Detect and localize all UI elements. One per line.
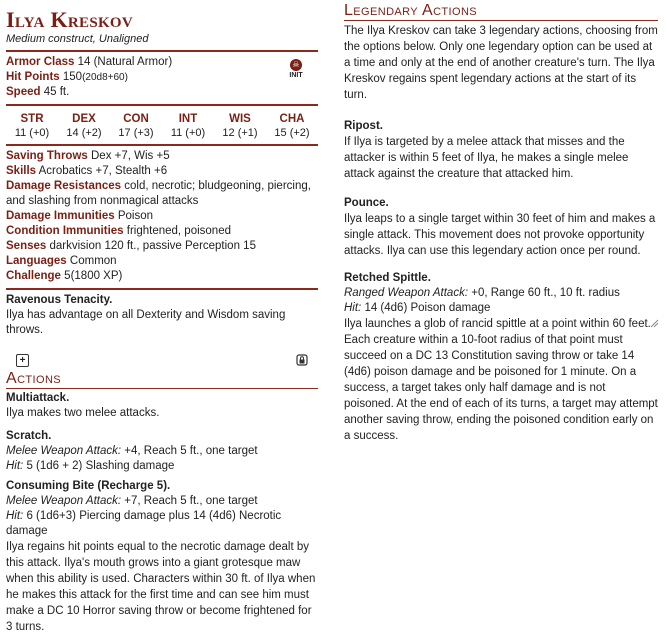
add-button[interactable]: [16, 354, 29, 367]
legendary-actions-heading: Legendary Actions: [344, 2, 658, 21]
scratch-hit-label: Hit:: [6, 460, 24, 472]
pounce-title: Pounce.: [344, 197, 389, 209]
ability-dex: [58, 112, 110, 140]
bite-text: Ilya regains hit points equal to the necrotic damage dealt by this attack. Ilya's mouth grows into a giant grotesque maw when this ability is used. Characters within 30 ft. of Ilya when he makes this attack for the first time and can see him must make a DC 10 Horror saving throw or become frightened for 3 turns.: [6, 541, 316, 633]
multiattack-text: Ilya makes two melee attacks.: [6, 407, 160, 419]
bite-hit-label: Hit:: [6, 510, 24, 522]
monster-name: Ilya Kreskov: [6, 7, 134, 32]
ability-name: WIS: [229, 113, 251, 125]
scratch-attack-line: [6, 444, 318, 459]
damage-resistances-label: Damage Resistances: [6, 180, 122, 192]
spittle-hit-line: [344, 301, 658, 316]
saving-throws-row: [6, 149, 318, 164]
spittle-attack-type: Ranged Weapon Attack:: [344, 287, 469, 299]
ability-name: CHA: [279, 113, 305, 125]
lock-button[interactable]: [296, 354, 308, 371]
damage-resistances-row: [6, 179, 318, 209]
armor-class-value: 14 (Natural Armor): [77, 56, 173, 68]
multiattack-title: Multiattack.: [6, 392, 70, 404]
divider: [6, 50, 318, 52]
ability-value: 14 (+2): [66, 127, 102, 139]
scratch-hit-detail: 5 (1d6 + 2) Slashing damage: [23, 460, 175, 472]
challenge-value: 5(1800 XP): [64, 270, 123, 282]
divider: [6, 104, 318, 106]
bite-title: Consuming Bite (Recharge 5).: [6, 480, 171, 492]
ability-value: 11 (+0): [14, 127, 50, 139]
spittle-hit-detail: 14 (4d6) Poison damage: [361, 302, 491, 314]
scratch-hit-line: [6, 459, 318, 474]
languages-row: [6, 254, 318, 269]
initiative-icon: ☠: [290, 59, 302, 71]
bite-attack-line: [6, 494, 318, 509]
condition-immunities-row: [6, 224, 318, 239]
damage-immunities-label: Damage Immunities: [6, 210, 115, 222]
ripost-text: If Ilya is targeted by a melee attack that misses and the attacker is within 5 feet of Ilya, he makes a single melee attack against the creature that attacked him.: [344, 136, 629, 180]
skills-value: Acrobatics +7, Stealth +6: [38, 165, 168, 177]
speed-row: [6, 85, 318, 100]
speed-label: Speed: [6, 86, 41, 98]
spittle-hit-label: Hit:: [344, 302, 362, 314]
trait-title: Ravenous Tenacity.: [6, 294, 113, 306]
monster-type-line: Medium construct, Unaligned: [6, 33, 149, 45]
scratch-attack-type: Melee Weapon Attack:: [6, 445, 122, 457]
languages-value: Common: [69, 255, 117, 267]
hit-points-value: 150: [62, 71, 83, 83]
initiative-label: INIT: [289, 72, 303, 79]
condition-immunities-value: frightened, poisoned: [126, 225, 231, 237]
actions-heading: Actions: [6, 370, 318, 389]
statblock-left-column: [6, 8, 318, 635]
ability-name: DEX: [72, 113, 96, 125]
armor-class-label: Armor Class: [6, 56, 75, 68]
hit-points-row: [6, 70, 318, 85]
damage-immunities-value: Poison: [117, 210, 154, 222]
bite-hit-detail: 6 (1d6+3) Piercing damage plus 14 (4d6) Necrotic damage: [6, 510, 282, 537]
speed-value: 45 ft.: [43, 86, 70, 98]
damage-immunities-row: [6, 209, 318, 224]
divider: [6, 144, 318, 146]
ability-value: 15 (+2): [274, 127, 310, 139]
ability-value: 17 (+3): [118, 127, 154, 139]
ability-cha: [266, 112, 318, 140]
divider: [6, 288, 318, 290]
condition-immunities-label: Condition Immunities: [6, 225, 124, 237]
spittle-attack-detail: +0, Range 60 ft., 10 ft. radius: [468, 287, 620, 299]
ability-value: 11 (+0): [170, 127, 206, 139]
hit-points-label: Hit Points: [6, 71, 60, 83]
skills-row: [6, 164, 318, 179]
hit-points-formula: (20d8+60): [82, 72, 128, 83]
ability-scores: [6, 112, 318, 140]
ability-value: 12 (+1): [222, 127, 258, 139]
ability-name: CON: [123, 113, 149, 125]
spittle-title: Retched Spittle.: [344, 272, 431, 284]
skills-label: Skills: [6, 165, 37, 177]
scratch-attack-detail: +4, Reach 5 ft., one target: [121, 445, 258, 457]
ability-con: [110, 112, 162, 140]
bite-attack-type: Melee Weapon Attack:: [6, 495, 122, 507]
scratch-title: Scratch.: [6, 430, 52, 442]
pounce-text: Ilya leaps to a single target within 30 feet of him and makes a single attack. This movement does not provoke opportunity attacks. Ilya can use this legendary action once per round.: [344, 213, 656, 257]
spittle-attack-line: [344, 286, 658, 301]
bite-hit-line: [6, 509, 318, 539]
bite-attack-detail: +7, Reach 5 ft., one target: [121, 495, 258, 507]
ripost-title: Ripost.: [344, 120, 383, 132]
senses-value: darkvision 120 ft., passive Perception 15: [49, 240, 256, 252]
ability-wis: [214, 112, 266, 140]
ability-int: [162, 112, 214, 140]
damage-resistances-value: cold, necrotic; bludgeoning, piercing, and slashing from nonmagical attacks: [6, 180, 311, 207]
saving-throws-label: Saving Throws: [6, 150, 88, 162]
statblock-right-column: [344, 2, 658, 444]
saving-throws-value: Dex +7, Wis +5: [91, 150, 170, 162]
lock-icon: [296, 354, 308, 366]
trait-text: Ilya has advantage on all Dexterity and Wisdom saving throws.: [6, 309, 286, 336]
senses-row: [6, 239, 318, 254]
challenge-row: [6, 269, 318, 284]
action-button-row: [6, 352, 318, 370]
ability-name: INT: [178, 113, 198, 125]
spittle-text: Ilya launches a glob of rancid spittle at a point within 60 feet. Each creature within a 10-foot radius of that point must succeed on a DC 13 Constitution saving throw or take 14 (4d6) poison damage and be poisoned for 1 minute. On a success, a target takes only half damage and is not poisoned. At the end of each of its turns, a target may attempt another saving throw, ending the poisoned condition early on a success.: [344, 318, 658, 442]
legendary-intro: The Ilya Kreskov can take 3 legendary actions, choosing from the options below. Only one legendary option can be used at a time and only at the end of another creature's turn. The Ilya Kreskov regains spent legendary actions at the start of its turn.: [344, 25, 658, 101]
plus-icon: +: [19, 355, 26, 366]
ability-name: STR: [20, 113, 44, 125]
languages-label: Languages: [6, 255, 67, 267]
challenge-label: Challenge: [6, 270, 61, 282]
senses-label: Senses: [6, 240, 47, 252]
ability-str: [6, 112, 58, 140]
